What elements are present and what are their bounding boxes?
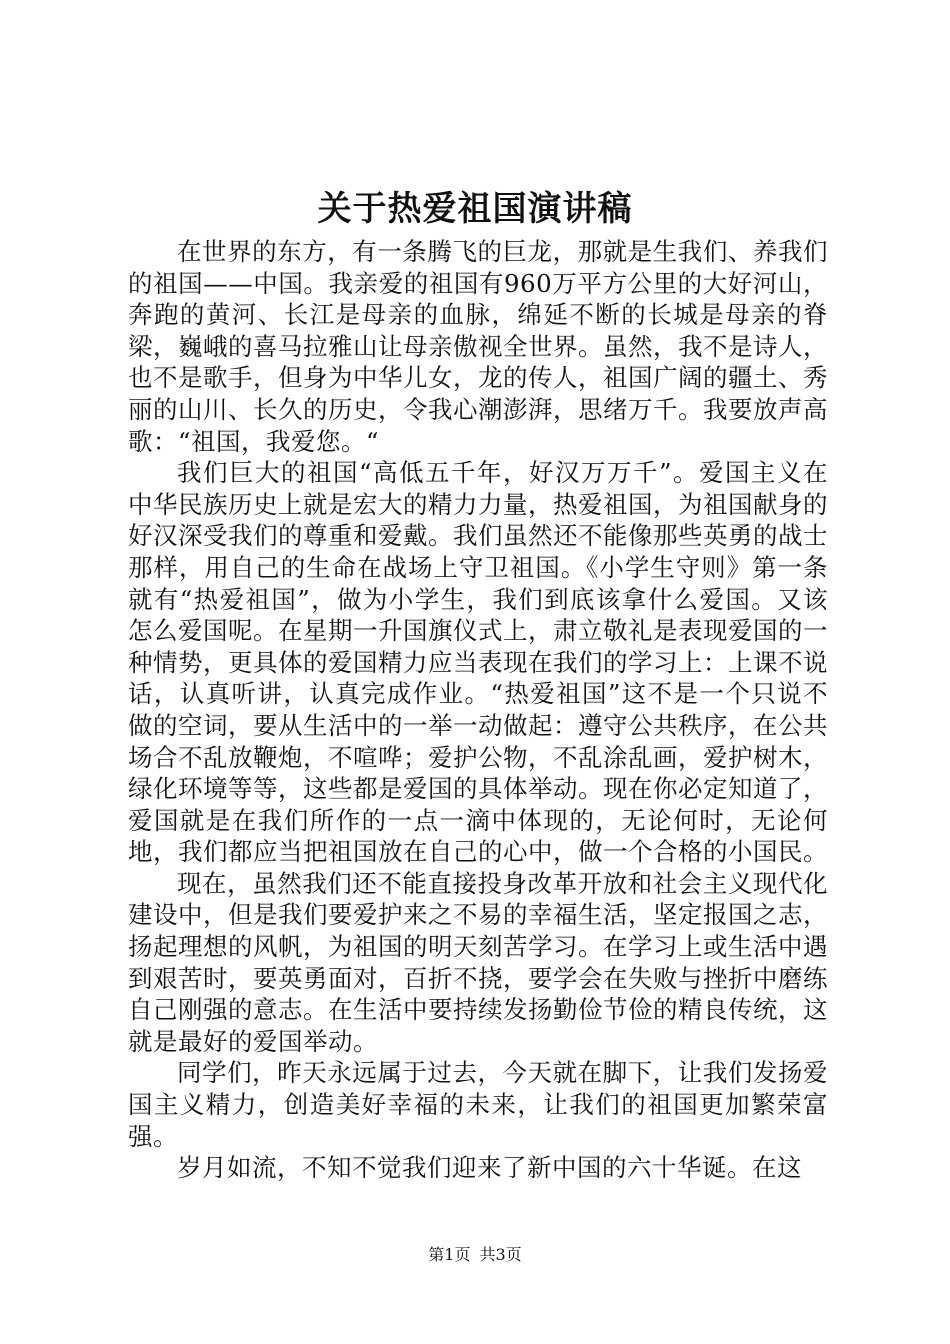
paragraph-1: 在世界的东方，有一条腾飞的巨龙，那就是生我们、养我们的祖国——中国。我亲爱的祖国有960万平方公里的大好河山，奔跑的黄河、长江是母亲的血脉，绵延不断的长城是母亲的脊梁，巍峨的喜马拉雅山让母亲傲视全世界。虽然，我不是诗人，也不是歌手，但身为中华儿女，龙的传人，祖国广阔的疆土、秀丽的山川、长久的历史，令我心潮澎湃，思绪万千。我要放声高歌：“祖国，我爱您。“ — [128, 237, 828, 456]
paragraph-5: 岁月如流，不知不觉我们迎来了新中国的六十华诞。在这 — [177, 1153, 802, 1183]
document-title: 关于热爱祖国演讲稿 — [317, 189, 633, 229]
document-body — [128, 236, 828, 1184]
paragraph-4: 同学们，昨天永远属于过去，今天就在脚下，让我们发扬爱国主义精力，创造美好幸福的未来，让我们的祖国更加繁荣富强。 — [128, 1058, 828, 1151]
page-total: 共3页 — [479, 1245, 522, 1264]
page-footer — [0, 1244, 950, 1266]
paragraph-3: 现在，虽然我们还不能直接投身改革开放和社会主义现代化建设中，但是我们要爱护来之不易的幸福生活，坚定报国之志，扬起理想的风帆，为祖国的明天刻苦学习。在学习上或生活中遇到艰苦时，要英勇面对，百折不挠，要学会在失败与挫折中磨练自己刚强的意志。在生活中要持续发扬勤俭节俭的精良传统，这就是最好的爱国举动。 — [128, 868, 828, 1056]
page-number: 第1页 — [428, 1245, 471, 1264]
paragraph-2: 我们巨大的祖国“高低五千年，好汉万万千”。爱国主义在中华民族历史上就是宏大的精力力量，热爱祖国，为祖国献身的好汉深受我们的尊重和爱戴。我们虽然还不能像那些英勇的战士那样，用自己的生命在战场上守卫祖国。《小学生守则》第一条就有“热爱祖国”，做为小学生，我们到底该拿什么爱国。又该怎么爱国呢。在星期一升国旗仪式上，肃立敬礼是表现爱国的一种情势，更具体的爱国精力应当表现在我们的学习上：上课不说话，认真听讲，认真完成作业。“热爱祖国”这不是一个只说不做的空词，要从生活中的一举一动做起：遵守公共秩序，在公共场合不乱放鞭炮，不喧哗；爱护公物，不乱涂乱画，爱护树木，绿化环境等等，这些都是爱国的具体举动。现在你必定知道了，爱国就是在我们所作的一点一滴中体现的，无论何时，无论何地，我们都应当把祖国放在自己的心中，做一个合格的小国民。 — [128, 458, 828, 867]
